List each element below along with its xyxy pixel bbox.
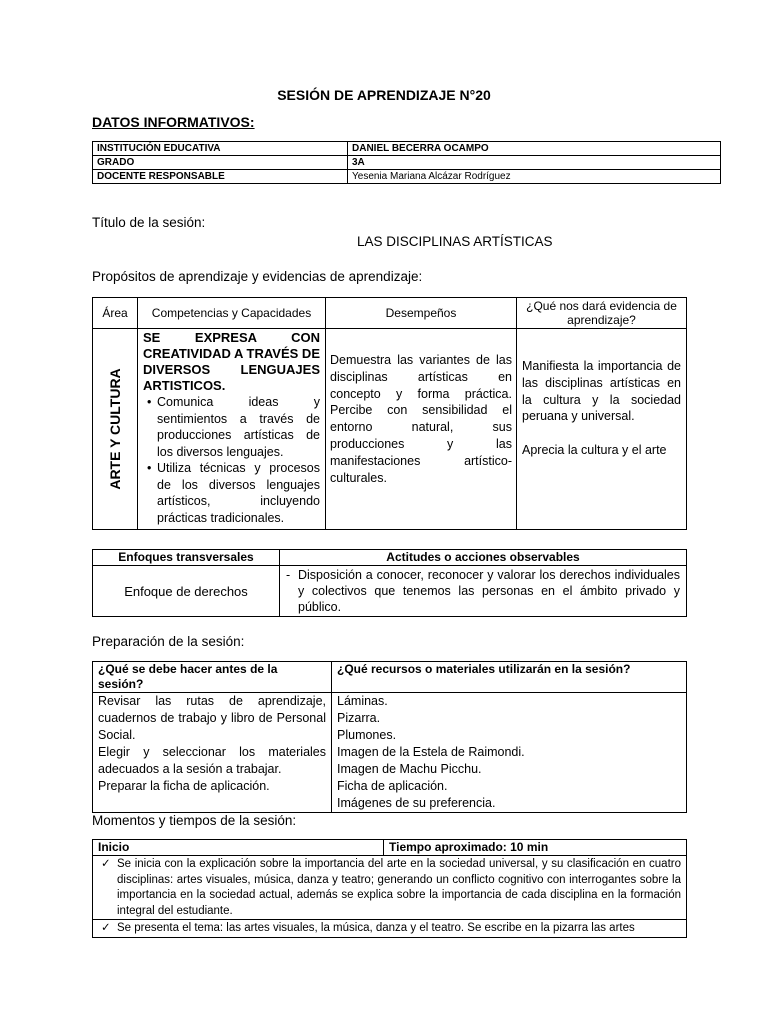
purposes-label: Propósitos de aprendizaje y evidencias de aprendizaje: [92, 269, 423, 284]
approaches-row [93, 566, 687, 617]
start-label: Inicio [93, 840, 384, 856]
list-item: Imagen de Machu Picchu. [337, 762, 482, 776]
moments-label: Momentos y tiempos de la sesión: [92, 813, 297, 828]
list-item: Preparar la ficha de aplicación. [98, 779, 270, 793]
moments-row [93, 920, 687, 938]
prep-row [93, 693, 687, 813]
approach-name: Enfoque de derechos [93, 566, 280, 617]
prep-label: Preparación de la sesión: [92, 634, 245, 649]
attitude-text: Disposición a conocer, reconocer y valorar los derechos individuales y colectivos que tenemos las personas en el ámbito privado y público. [298, 568, 680, 614]
info-label: GRADO [93, 156, 348, 170]
performance-cell: Demuestra las variantes de las disciplinas artísticas en concepto y forma práctica. Percibe con sensibilidad el entorno natural, sus producciones y las manifestaciones artístico-culturales. [326, 329, 517, 530]
list-item: Láminas. [337, 694, 388, 708]
info-value: DANIEL BECERRA OCAMPO [348, 142, 721, 156]
moment-item [93, 920, 687, 938]
prep-header-row [93, 662, 687, 693]
session-title: LAS DISCIPLINAS ARTÍSTICAS [357, 234, 553, 249]
info-row [93, 170, 721, 184]
header-attitudes: Actitudes o acciones observables [280, 550, 687, 566]
info-label: DOCENTE RESPONSABLE [93, 170, 348, 184]
resources-cell [332, 693, 687, 813]
info-value: Yesenia Mariana Alcázar Rodríguez [348, 170, 721, 184]
header-competencies: Competencias y Capacidades [138, 298, 326, 329]
list-item: Pizarra. [337, 711, 381, 725]
attitude-cell [280, 566, 687, 617]
moments-row [93, 856, 687, 920]
area-cell [93, 329, 138, 530]
header-approaches: Enfoques transversales [93, 550, 280, 566]
header-area: Área [93, 298, 138, 329]
purposes-header-row [93, 298, 687, 329]
header-before: ¿Qué se debe hacer antes de la sesión? [93, 662, 332, 693]
purposes-row [93, 329, 687, 530]
header-evidence: ¿Qué nos dará evidencia de aprendizaje? [517, 298, 687, 329]
competencies-cell [138, 329, 326, 530]
info-table [92, 141, 721, 184]
moments-header-row [93, 840, 687, 856]
document-title: SESIÓN DE APRENDIZAJE N°20 [277, 87, 491, 103]
approaches-table [92, 549, 687, 617]
list-item: Revisar las rutas de aprendizaje, cuadernos de trabajo y libro de Personal Social. [98, 694, 326, 742]
list-item: Plumones. [337, 728, 397, 742]
evidence-text: Manifiesta la importancia de las disciplinas artísticas en la cultura y la sociedad peruana y universal. [522, 359, 681, 424]
competence-heading: SE EXPRESA CON CREATIVIDAD A TRAVÉS DE DIVERSOS LENGUAJES ARTISTICOS. [143, 330, 320, 393]
moment-text: Se inicia con la explicación sobre la importancia del arte en la sociedad universal, y su clasificación en cuatro disciplinas: artes visuales, música, danza y teatro; generando un conflicto cognitivo con interrogantes sobre la importancia en la sociedad actual, además se explica sobre la importancia de cada disciplina en la formación integral del estudiante. [117, 858, 681, 917]
capacity-item: • Comunica ideas y sentimientos a través de producciones artísticas de los diversos lenguajes. [157, 394, 320, 460]
list-item: Ficha de aplicación. [337, 779, 448, 793]
moment-item [93, 856, 687, 920]
datos-heading: DATOS INFORMATIVOS: [92, 114, 255, 130]
info-row [93, 156, 721, 170]
session-title-label: Título de la sesión: [92, 215, 206, 230]
list-item: Imágenes de su preferencia. [337, 796, 496, 810]
check-icon: ✓ [101, 858, 111, 870]
dash-marker: - [286, 568, 291, 582]
list-item: Elegir y seleccionar los materiales adecuados a la sesión a trabajar. [98, 745, 326, 776]
header-resources: ¿Qué recursos o materiales utilizarán en la sesión? [332, 662, 687, 693]
evidence-cell [517, 329, 687, 530]
purposes-table [92, 297, 687, 530]
list-item: Imagen de la Estela de Raimondi. [337, 745, 525, 759]
info-row [93, 142, 721, 156]
capacities-list [143, 394, 320, 526]
header-performance: Desempeños [326, 298, 517, 329]
capacity-item: • Utiliza técnicas y procesos de los diversos lenguajes artísticos, incluyendo prácticas tradicionales. [157, 460, 320, 526]
moments-table [92, 839, 687, 938]
check-icon: ✓ [101, 922, 111, 934]
prep-table [92, 661, 687, 813]
moment-text: Se presenta el tema: las artes visuales, la música, danza y el teatro. Se escribe en la pizarra las artes [117, 922, 635, 934]
info-label: INSTITUCIÓN EDUCATIVA [93, 142, 348, 156]
before-cell [93, 693, 332, 813]
time-label: Tiempo aproximado: 10 min [384, 840, 687, 856]
area-label: ARTE Y CULTURA [107, 368, 123, 490]
evidence-text: Aprecia la cultura y el arte [522, 443, 667, 458]
info-value: 3A [348, 156, 721, 170]
approaches-header-row [93, 550, 687, 566]
